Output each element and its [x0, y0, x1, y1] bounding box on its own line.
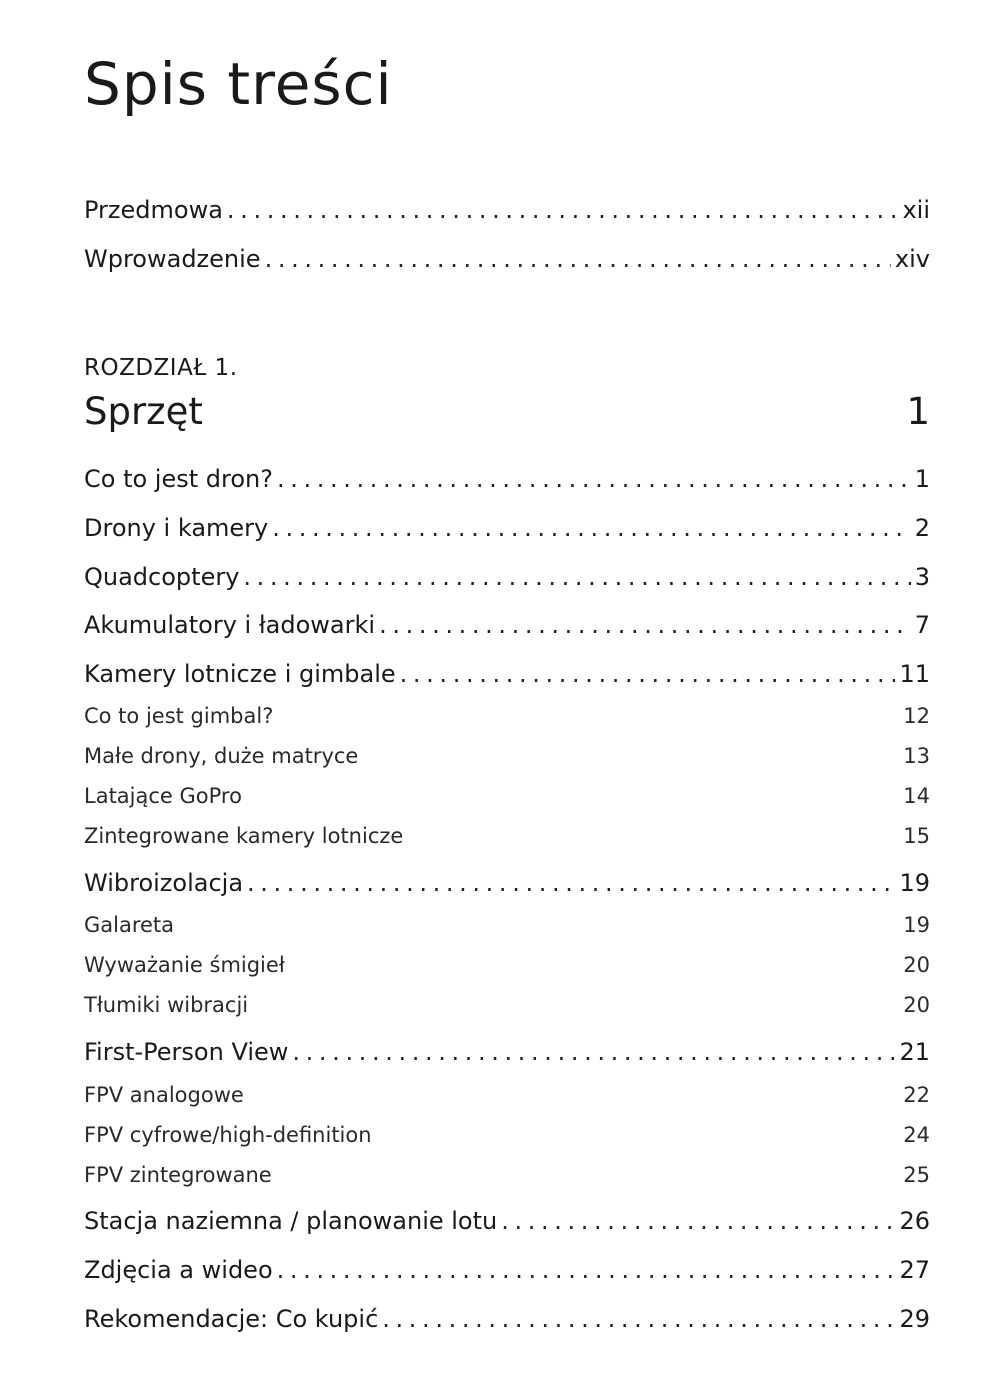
dot-leader	[277, 465, 911, 494]
dot-leader	[272, 514, 910, 543]
toc-entry-page: 20	[903, 953, 930, 977]
toc-entry[interactable]	[84, 1207, 930, 1236]
toc-entry-label: Zintegrowane kamery lotnicze	[84, 824, 404, 848]
toc-entry[interactable]	[84, 1305, 930, 1334]
toc-entry[interactable]	[84, 660, 930, 689]
toc-entry[interactable]	[84, 563, 930, 592]
dot-leader	[292, 1038, 895, 1067]
toc-entry-page: 2	[914, 514, 930, 542]
toc-entry[interactable]	[84, 869, 930, 898]
toc-subentry[interactable]	[84, 953, 930, 978]
page-title: Spis treści	[84, 50, 393, 118]
toc-entry-page: 21	[899, 1038, 930, 1066]
toc-entry-page: 3	[914, 563, 930, 591]
toc-entry-page: 11	[899, 660, 930, 688]
toc-entry-label: Latające GoPro	[84, 784, 242, 808]
toc-subentry[interactable]	[84, 744, 930, 769]
toc-entry-label: Wyważanie śmigieł	[84, 953, 285, 977]
toc-subentry[interactable]	[84, 1163, 930, 1188]
dot-leader	[400, 660, 896, 689]
toc-entry-page: 12	[903, 704, 930, 728]
toc-entry-label: Wibroizolacja	[84, 869, 244, 897]
chapter-heading[interactable]	[84, 390, 930, 434]
toc-entry-label: Stacja naziemna / planowanie lotu	[84, 1207, 498, 1235]
toc-subentry[interactable]	[84, 704, 930, 729]
toc-entry-label: Akumulatory i ładowarki	[84, 611, 376, 639]
toc-entry-page: xii	[902, 196, 930, 224]
dot-leader	[247, 869, 895, 898]
toc-entry-foreword[interactable]	[84, 196, 930, 225]
toc-entry-page: 19	[903, 913, 930, 937]
toc-entry-label: First-Person View	[84, 1038, 289, 1066]
toc-entry-label: Rekomendacje: Co kupić	[84, 1305, 379, 1333]
dot-leader	[382, 1305, 895, 1334]
chapter-title: Sprzęt	[84, 390, 203, 433]
toc-entry-label: Co to jest dron?	[84, 465, 273, 493]
toc-entry-page: 7	[914, 611, 930, 639]
toc-entry-label: FPV analogowe	[84, 1083, 244, 1107]
toc-entry[interactable]	[84, 514, 930, 543]
toc-entry-page: 29	[899, 1305, 930, 1333]
toc-entry-label: Drony i kamery	[84, 514, 269, 542]
toc-entry-label: Kamery lotnicze i gimbale	[84, 660, 396, 688]
toc-entry-page: 14	[903, 784, 930, 808]
dot-leader	[243, 563, 910, 592]
toc-entry-label: Galareta	[84, 913, 175, 937]
toc-entry-label: Quadcoptery	[84, 563, 240, 591]
toc-entry-page: 19	[899, 869, 930, 897]
dot-leader	[379, 611, 911, 640]
dot-leader	[265, 245, 891, 274]
toc-entry-page: 13	[903, 744, 930, 768]
toc-entry-page: 1	[914, 465, 930, 493]
toc-subentry[interactable]	[84, 1083, 930, 1108]
chapter-label: ROZDZIAŁ 1.	[84, 355, 238, 381]
toc-entry-label: Wprowadzenie	[84, 245, 261, 273]
toc-entry-label: FPV cyfrowe/high-definition	[84, 1123, 372, 1147]
toc-entry-page: 15	[903, 824, 930, 848]
toc-subentry[interactable]	[84, 784, 930, 809]
chapter-page: 1	[906, 390, 930, 433]
toc-entry-label: Co to jest gimbal?	[84, 704, 274, 728]
toc-entry[interactable]	[84, 1256, 930, 1285]
toc-subentry[interactable]	[84, 993, 930, 1018]
toc-entry[interactable]	[84, 465, 930, 494]
toc-entry-page: 22	[903, 1083, 930, 1107]
toc-entry-label: Tłumiki wibracji	[84, 993, 249, 1017]
toc-subentry[interactable]	[84, 824, 930, 849]
toc-entry-page: 26	[899, 1207, 930, 1235]
toc-entry[interactable]	[84, 1038, 930, 1067]
toc-entry-label: FPV zintegrowane	[84, 1163, 272, 1187]
toc-subentry[interactable]	[84, 1123, 930, 1148]
toc-entry-page: 20	[903, 993, 930, 1017]
toc-entry[interactable]	[84, 611, 930, 640]
toc-entry-introduction[interactable]	[84, 245, 930, 274]
dot-leader	[227, 196, 899, 225]
toc-entry-label: Przedmowa	[84, 196, 223, 224]
toc-subentry[interactable]	[84, 913, 930, 938]
toc-entry-label: Małe drony, duże matryce	[84, 744, 359, 768]
dot-leader	[277, 1256, 896, 1285]
toc-entry-page: 24	[903, 1123, 930, 1147]
toc-entry-label: Zdjęcia a wideo	[84, 1256, 273, 1284]
toc-entry-page: 27	[899, 1256, 930, 1284]
toc-entry-page: xiv	[894, 245, 930, 273]
toc-entry-page: 25	[903, 1163, 930, 1187]
dot-leader	[501, 1207, 895, 1236]
